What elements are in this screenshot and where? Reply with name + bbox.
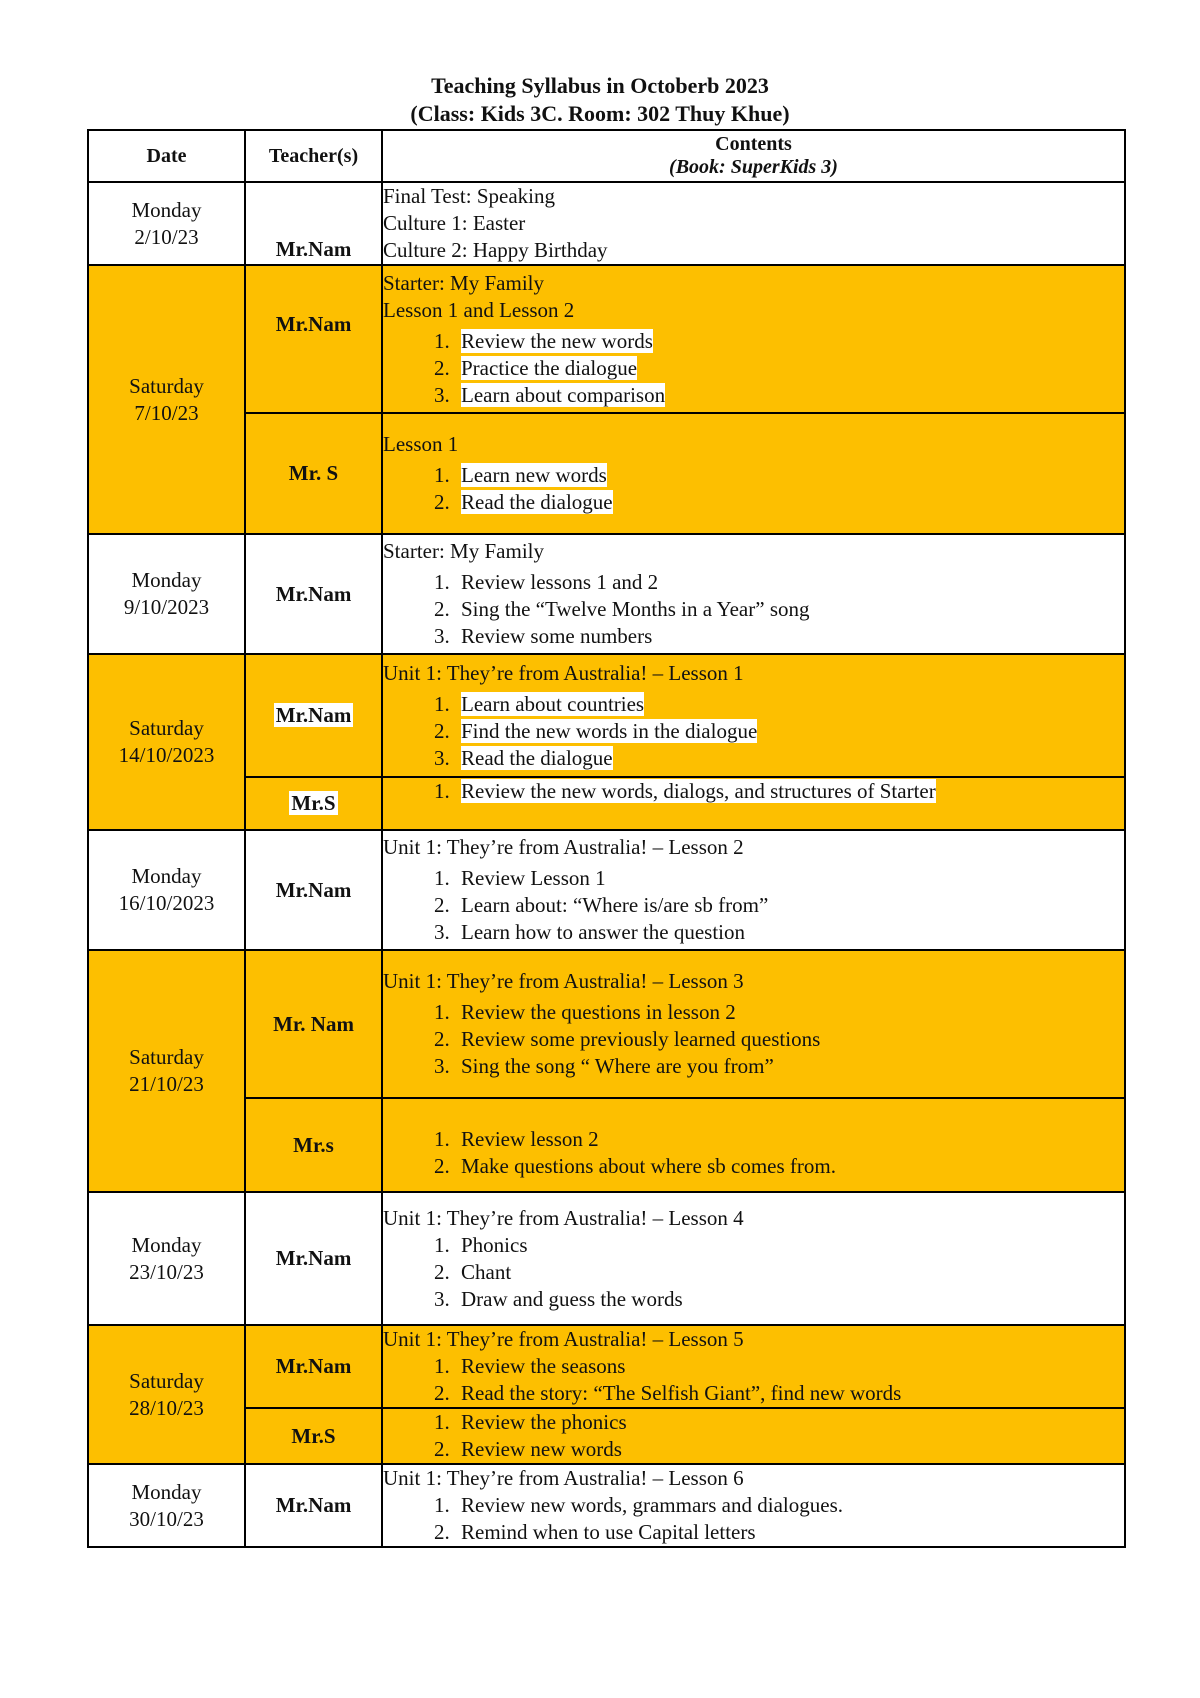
title-line-1: Teaching Syllabus in Octoberb 2023 bbox=[431, 73, 769, 98]
content-cell bbox=[382, 534, 1125, 654]
content-heading: Unit 1: They’re from Australia! – Lesson 2 bbox=[383, 835, 744, 859]
content-line: Culture 2: Happy Birthday bbox=[383, 238, 608, 262]
list-item: 1. Review the new words bbox=[455, 328, 1124, 355]
header-contents bbox=[382, 130, 1125, 182]
list-item: 1. Review the seasons bbox=[455, 1353, 1124, 1380]
content-cell bbox=[382, 777, 1125, 830]
syllabus-table bbox=[87, 129, 1126, 1548]
date-cell bbox=[88, 830, 245, 950]
list-item: 3. Learn how to answer the question bbox=[455, 919, 1124, 946]
day-label: Saturday bbox=[129, 1045, 204, 1069]
table-row bbox=[88, 950, 1125, 1098]
teacher-cell: Mr.Nam bbox=[245, 1192, 382, 1325]
date-cell bbox=[88, 534, 245, 654]
table-row bbox=[88, 182, 1125, 265]
header-date: Date bbox=[88, 130, 245, 182]
content-cell bbox=[382, 1325, 1125, 1408]
list-item: 2. Review new words bbox=[455, 1436, 1124, 1463]
list-item: 1. Review Lesson 1 bbox=[455, 865, 1124, 892]
table-row bbox=[88, 265, 1125, 413]
header-book: (Book: SuperKids 3) bbox=[669, 156, 838, 178]
page-title bbox=[0, 72, 1200, 128]
content-list bbox=[383, 328, 1124, 409]
list-item: 2. Chant bbox=[455, 1259, 1124, 1286]
teacher-cell: Mr.Nam bbox=[245, 830, 382, 950]
date-label: 14/10/2023 bbox=[118, 743, 215, 767]
list-item: 2. Practice the dialogue bbox=[455, 355, 1124, 382]
list-item: 3. Learn about comparison bbox=[455, 382, 1124, 409]
table-row bbox=[88, 1325, 1125, 1408]
date-cell bbox=[88, 1192, 245, 1325]
teacher-cell: Mr.Nam bbox=[245, 654, 382, 777]
content-heading: Unit 1: They’re from Australia! – Lesson 1 bbox=[383, 660, 744, 685]
content-cell bbox=[382, 265, 1125, 413]
content-cell bbox=[382, 413, 1125, 534]
table-row bbox=[88, 654, 1125, 777]
list-item: 2. Make questions about where sb comes from. bbox=[455, 1153, 1124, 1180]
content-list bbox=[383, 999, 1124, 1080]
list-item: 2. Find the new words in the dialogue bbox=[455, 718, 1124, 745]
header-row bbox=[88, 130, 1125, 182]
date-cell bbox=[88, 1464, 245, 1547]
content-cell bbox=[382, 1098, 1125, 1192]
day-label: Monday bbox=[131, 1479, 202, 1504]
list-item: 1. Review lesson 2 bbox=[455, 1126, 1124, 1153]
content-cell bbox=[382, 950, 1125, 1098]
content-heading: Lesson 1 bbox=[383, 432, 459, 456]
date-label: 28/10/23 bbox=[129, 1395, 204, 1420]
list-item: 1. Learn new words bbox=[455, 462, 1124, 489]
content-line: Final Test: Speaking bbox=[383, 184, 555, 208]
list-item: 3. Review some numbers bbox=[455, 623, 1124, 650]
content-list bbox=[383, 1126, 1124, 1180]
list-item: 1. Review new words, grammars and dialogues. bbox=[455, 1492, 1124, 1519]
list-item: 2. Learn about: “Where is/are sb from” bbox=[455, 892, 1124, 919]
list-item: 1. Review the phonics bbox=[455, 1409, 1124, 1436]
list-item: 1. Phonics bbox=[455, 1232, 1124, 1259]
content-heading: Unit 1: They’re from Australia! – Lesson 4 bbox=[383, 1205, 744, 1230]
content-list bbox=[383, 1409, 1124, 1463]
content-heading: Unit 1: They’re from Australia! – Lesson 6 bbox=[383, 1466, 744, 1490]
list-item: 2. Review some previously learned questions bbox=[455, 1026, 1124, 1053]
teacher-cell: Mr.S bbox=[245, 1408, 382, 1464]
content-list bbox=[383, 1353, 1124, 1407]
list-item: 1. Review the new words, dialogs, and structures of Starter bbox=[455, 778, 1124, 805]
list-item: 2. Read the story: “The Selfish Giant”, find new words bbox=[455, 1380, 1124, 1407]
content-cell bbox=[382, 1192, 1125, 1325]
table-row bbox=[88, 1464, 1125, 1547]
list-item: 1. Review lessons 1 and 2 bbox=[455, 569, 1124, 596]
content-list bbox=[383, 1492, 1124, 1546]
content-heading: Starter: My Family bbox=[383, 270, 544, 295]
date-cell bbox=[88, 1325, 245, 1464]
day-label: Saturday bbox=[129, 1368, 204, 1393]
content-list bbox=[383, 778, 1124, 805]
content-cell bbox=[382, 654, 1125, 777]
list-item: 3. Read the dialogue bbox=[455, 745, 1124, 772]
table-row bbox=[88, 1192, 1125, 1325]
content-list bbox=[383, 569, 1124, 650]
date-cell bbox=[88, 950, 245, 1192]
list-item: 1. Review the questions in lesson 2 bbox=[455, 999, 1124, 1026]
content-cell bbox=[382, 182, 1125, 265]
teacher-cell: Mr. Nam bbox=[245, 950, 382, 1098]
content-list bbox=[383, 691, 1124, 772]
header-contents-label: Contents bbox=[715, 133, 792, 155]
content-heading: Unit 1: They’re from Australia! – Lesson 5 bbox=[383, 1327, 744, 1351]
content-list bbox=[383, 1232, 1124, 1313]
list-item: 2. Sing the “Twelve Months in a Year” song bbox=[455, 596, 1124, 623]
teacher-cell: Mr.Nam bbox=[245, 534, 382, 654]
day-label: Monday bbox=[131, 197, 202, 222]
list-item: 3. Draw and guess the words bbox=[455, 1286, 1124, 1313]
day-label: Monday bbox=[131, 864, 202, 888]
content-heading: Starter: My Family bbox=[383, 539, 544, 563]
table-row bbox=[88, 830, 1125, 950]
date-label: 21/10/23 bbox=[129, 1072, 204, 1096]
list-item: 2. Read the dialogue bbox=[455, 489, 1124, 516]
date-label: 16/10/2023 bbox=[118, 891, 215, 915]
day-label: Saturday bbox=[129, 373, 204, 398]
list-item: 3. Sing the song “ Where are you from” bbox=[455, 1053, 1124, 1080]
date-label: 23/10/23 bbox=[129, 1259, 204, 1284]
content-list bbox=[383, 462, 1124, 516]
teacher-cell: Mr. S bbox=[245, 413, 382, 534]
teacher-cell: Mr.Nam bbox=[245, 265, 382, 413]
content-cell bbox=[382, 830, 1125, 950]
content-cell bbox=[382, 1464, 1125, 1547]
content-list bbox=[383, 865, 1124, 946]
table-row bbox=[88, 534, 1125, 654]
day-label: Monday bbox=[131, 1232, 202, 1257]
date-label: 30/10/23 bbox=[129, 1506, 204, 1531]
date-label: 7/10/23 bbox=[134, 400, 199, 425]
content-heading: Lesson 1 and Lesson 2 bbox=[383, 297, 575, 322]
date-label: 9/10/2023 bbox=[123, 595, 210, 619]
list-item: 2. Remind when to use Capital letters bbox=[455, 1519, 1124, 1546]
teacher-cell: Mr.S bbox=[245, 777, 382, 830]
date-cell bbox=[88, 654, 245, 830]
title-line-2: (Class: Kids 3C. Room: 302 Thuy Khue) bbox=[410, 101, 790, 126]
day-label: Saturday bbox=[129, 716, 204, 740]
content-heading: Unit 1: They’re from Australia! – Lesson 3 bbox=[383, 969, 744, 993]
header-teacher: Teacher(s) bbox=[245, 130, 382, 182]
teacher-cell: Mr.s bbox=[245, 1098, 382, 1192]
day-label: Monday bbox=[131, 568, 202, 592]
content-line: Culture 1: Easter bbox=[383, 211, 526, 235]
date-label: 2/10/23 bbox=[134, 224, 199, 249]
content-cell bbox=[382, 1408, 1125, 1464]
date-cell bbox=[88, 265, 245, 534]
teacher-cell: Mr.Nam bbox=[245, 1325, 382, 1408]
date-cell bbox=[88, 182, 245, 265]
list-item: 1. Learn about countries bbox=[455, 691, 1124, 718]
teacher-cell: Mr.Nam bbox=[245, 1464, 382, 1547]
teacher-cell: Mr.Nam bbox=[245, 182, 382, 265]
